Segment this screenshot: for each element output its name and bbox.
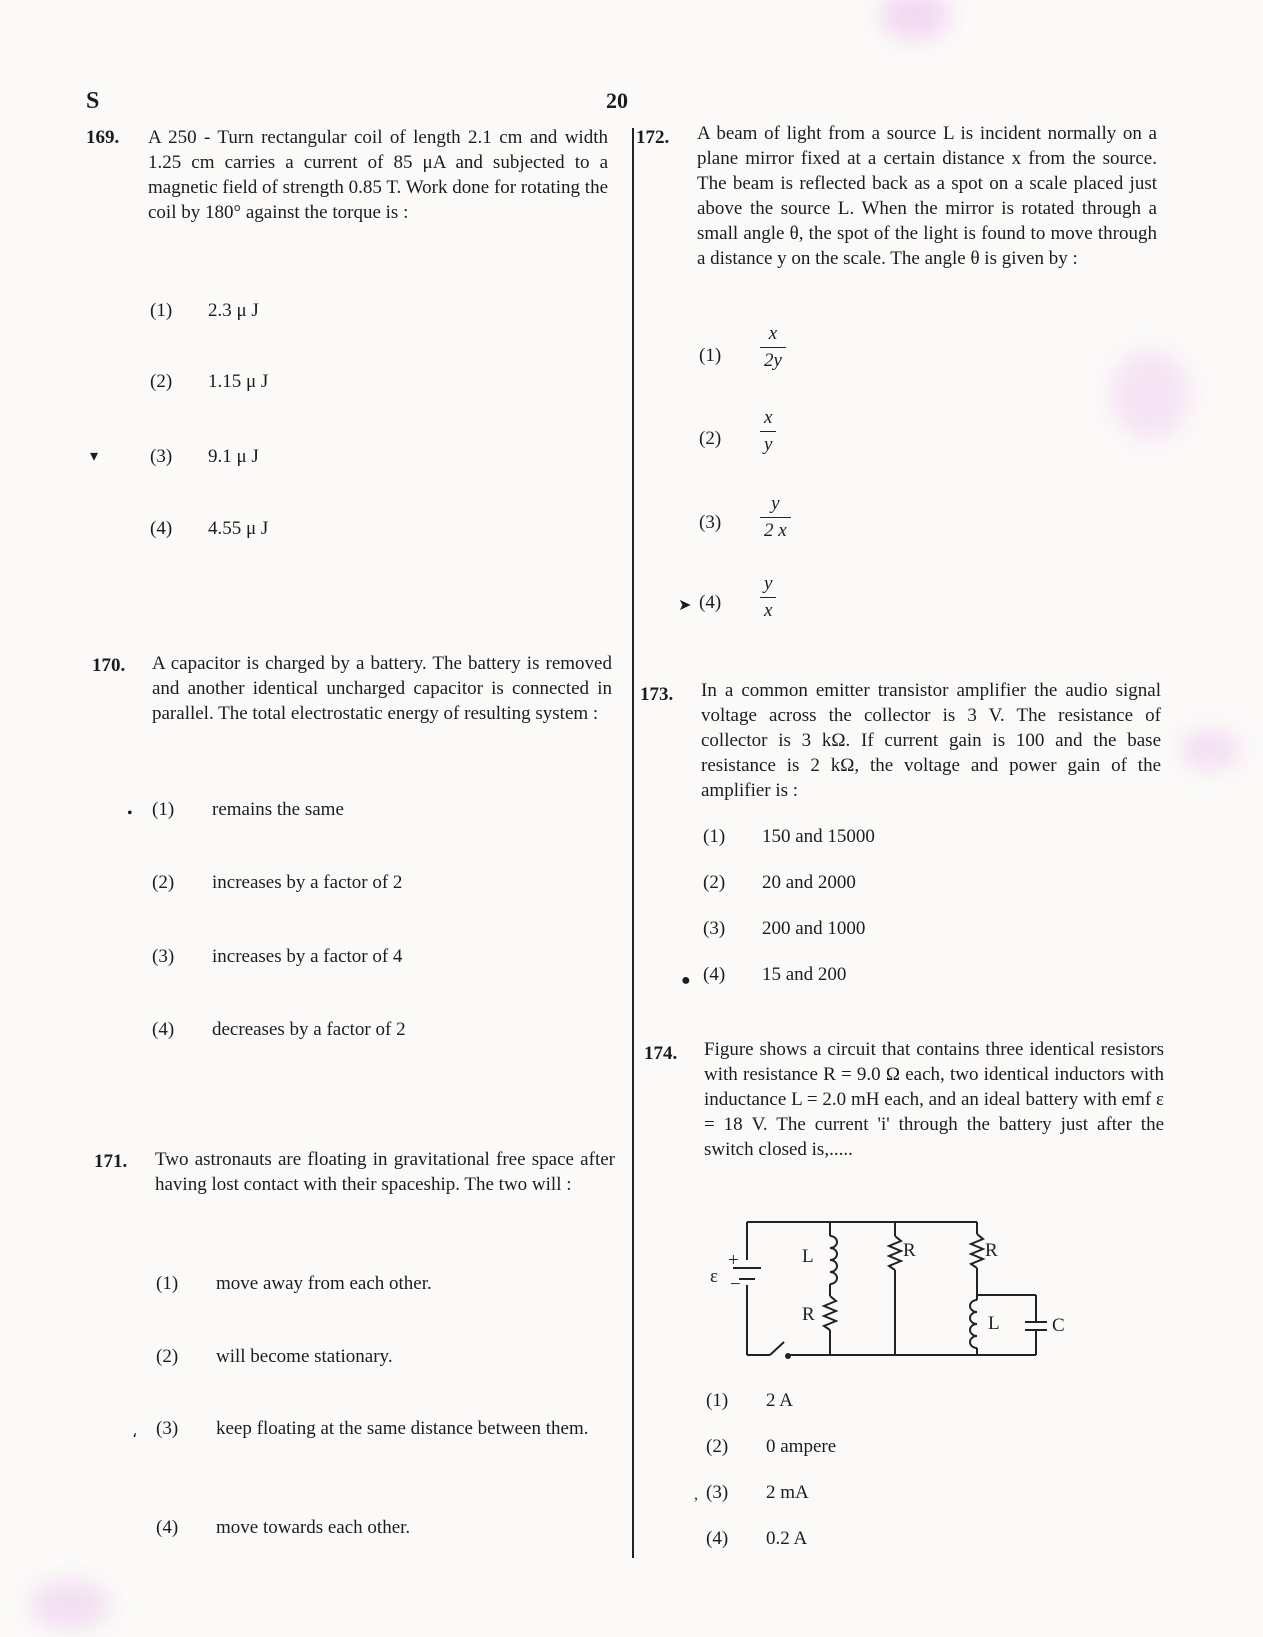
- option-number: (3): [699, 512, 722, 533]
- emf-label: ε: [710, 1266, 718, 1287]
- option-text: 150 and 15000: [762, 826, 875, 847]
- option-text: move away from each other.: [216, 1273, 432, 1294]
- numerator: x: [768, 323, 778, 344]
- option-number: (2): [156, 1346, 179, 1367]
- option-number: (3): [152, 946, 175, 967]
- option-text: decreases by a factor of 2: [212, 1019, 406, 1040]
- fraction-bar: [760, 517, 791, 518]
- question-text-173: In a common emitter transistor amplifier the audio signal voltage across the collector is 3 V. The resistance of collector is 3 kΩ. If current gain is 100 and the base resistance is 2 kΩ, the voltage and power gain of the amplifier is :: [701, 680, 1161, 801]
- question-number-174: 174.: [644, 1043, 678, 1064]
- option-number: (4): [150, 518, 173, 539]
- fraction-bar: [760, 597, 776, 598]
- option-number: (3): [703, 918, 726, 939]
- pen-tick-mark: ,: [694, 1486, 698, 1503]
- paper-blemish: [1110, 350, 1190, 440]
- option-number: (2): [152, 872, 175, 893]
- option-number: (3): [706, 1482, 729, 1503]
- option-number: (1): [703, 826, 726, 847]
- question-number-173: 173.: [640, 684, 674, 705]
- pen-tick-mark: ▾: [90, 448, 99, 465]
- option-text: keep floating at the same distance between them.: [216, 1418, 589, 1439]
- option-number: (3): [150, 446, 173, 467]
- question-text-170: A capacitor is charged by a battery. The battery is removed and another identical uncharged capacitor is connected in parallel. The total electrostatic energy of resulting system :: [152, 653, 612, 724]
- pen-dot-mark: •: [127, 805, 133, 822]
- option-number: (1): [699, 345, 722, 366]
- option-text: 2 mA: [766, 1482, 809, 1503]
- option-text: 0 ampere: [766, 1436, 837, 1457]
- option-number: (1): [706, 1390, 729, 1411]
- option-text: 2.3 μ J: [208, 300, 259, 321]
- option-number: (4): [152, 1019, 175, 1040]
- resistor-label: R: [985, 1240, 998, 1261]
- battery-minus-label: −: [730, 1274, 741, 1295]
- numerator: y: [764, 573, 773, 594]
- denominator: x: [764, 600, 773, 621]
- option-number: (2): [706, 1436, 729, 1457]
- inductor-label: L: [988, 1313, 1000, 1334]
- question-number-169: 169.: [86, 127, 120, 148]
- option-number: (1): [156, 1273, 179, 1294]
- option-number: (2): [150, 371, 173, 392]
- paper-blemish: [1180, 730, 1240, 770]
- denominator: 2y: [764, 350, 782, 371]
- option-text: increases by a factor of 2: [212, 872, 403, 893]
- fraction-bar: [760, 347, 786, 348]
- option-number: (1): [150, 300, 173, 321]
- column-divider: [632, 128, 634, 1558]
- fraction: [760, 407, 776, 456]
- fraction-bar: [760, 431, 776, 432]
- numerator: y: [771, 493, 780, 514]
- resistor-label: R: [903, 1240, 916, 1261]
- paper-blemish: [30, 1580, 110, 1630]
- option-number: (2): [703, 872, 726, 893]
- resistor-label: R: [802, 1304, 815, 1325]
- option-text: 2 A: [766, 1390, 793, 1411]
- pen-tick-mark: ،: [132, 1424, 138, 1441]
- question-text-171: Two astronauts are floating in gravitational free space after having lost contact with their spaceship. The two will :: [155, 1149, 615, 1195]
- option-text: will become stationary.: [216, 1346, 393, 1367]
- battery-plus-label: +: [728, 1250, 739, 1271]
- inductor-label: L: [802, 1246, 814, 1267]
- pen-tick-mark: ●: [681, 972, 691, 989]
- capacitor-label: C: [1052, 1315, 1065, 1336]
- option-text: move towards each other.: [216, 1517, 411, 1538]
- option-number: (4): [706, 1528, 729, 1549]
- question-text-169: A 250 - Turn rectangular coil of length 2.1 cm and width 1.25 cm carries a current of 85 μA and subjected to a magnetic field of strength 0.85 T. Work done for rotating the coil by 180° against the torque is :: [148, 127, 608, 223]
- option-number: (4): [703, 964, 726, 985]
- page-number: 20: [606, 88, 628, 113]
- fraction: [760, 323, 786, 372]
- denominator: y: [764, 434, 773, 455]
- option-number: (3): [156, 1418, 179, 1439]
- option-number: (1): [152, 799, 175, 820]
- option-text: 1.15 μ J: [208, 371, 269, 392]
- option-number: (4): [156, 1517, 179, 1538]
- option-text: 200 and 1000: [762, 918, 866, 939]
- circuit-diagram: [700, 1200, 1080, 1370]
- switch-contact: [785, 1353, 791, 1359]
- option-number: (4): [699, 592, 722, 613]
- fraction: [760, 573, 776, 622]
- option-text: 20 and 2000: [762, 872, 856, 893]
- question-number-172: 172.: [636, 127, 670, 148]
- option-text: remains the same: [212, 799, 344, 820]
- option-text: increases by a factor of 4: [212, 946, 403, 967]
- numerator: x: [764, 407, 773, 428]
- series-code: S: [86, 88, 100, 114]
- question-text-174: Figure shows a circuit that contains three identical resistors with resistance R = 9.0 Ω each, two identical inductors with inductance L = 2.0 mH each, and an ideal battery with emf ε = 18 V. The current 'i' through the battery just after the switch closed is,.....: [704, 1039, 1164, 1160]
- question-number-171: 171.: [94, 1151, 128, 1172]
- paper-blemish: [880, 0, 950, 40]
- pen-tick-mark: ➤: [678, 597, 692, 614]
- option-text: 15 and 200: [762, 964, 847, 985]
- option-text: 0.2 A: [766, 1528, 808, 1549]
- option-text: 4.55 μ J: [208, 518, 269, 539]
- option-number: (2): [699, 428, 722, 449]
- question-number-170: 170.: [92, 655, 126, 676]
- denominator: 2 x: [764, 520, 787, 541]
- option-text: 9.1 μ J: [208, 446, 259, 467]
- question-text-172: A beam of light from a source L is incident normally on a plane mirror fixed at a certain distance x from the source. The beam is reflected back as a spot on a scale placed just above the source L. When the mirror is rotated through a small angle θ, the spot of the light is found to move through a distance y on the scale. The angle θ is given by :: [697, 123, 1157, 269]
- fraction: [760, 493, 791, 542]
